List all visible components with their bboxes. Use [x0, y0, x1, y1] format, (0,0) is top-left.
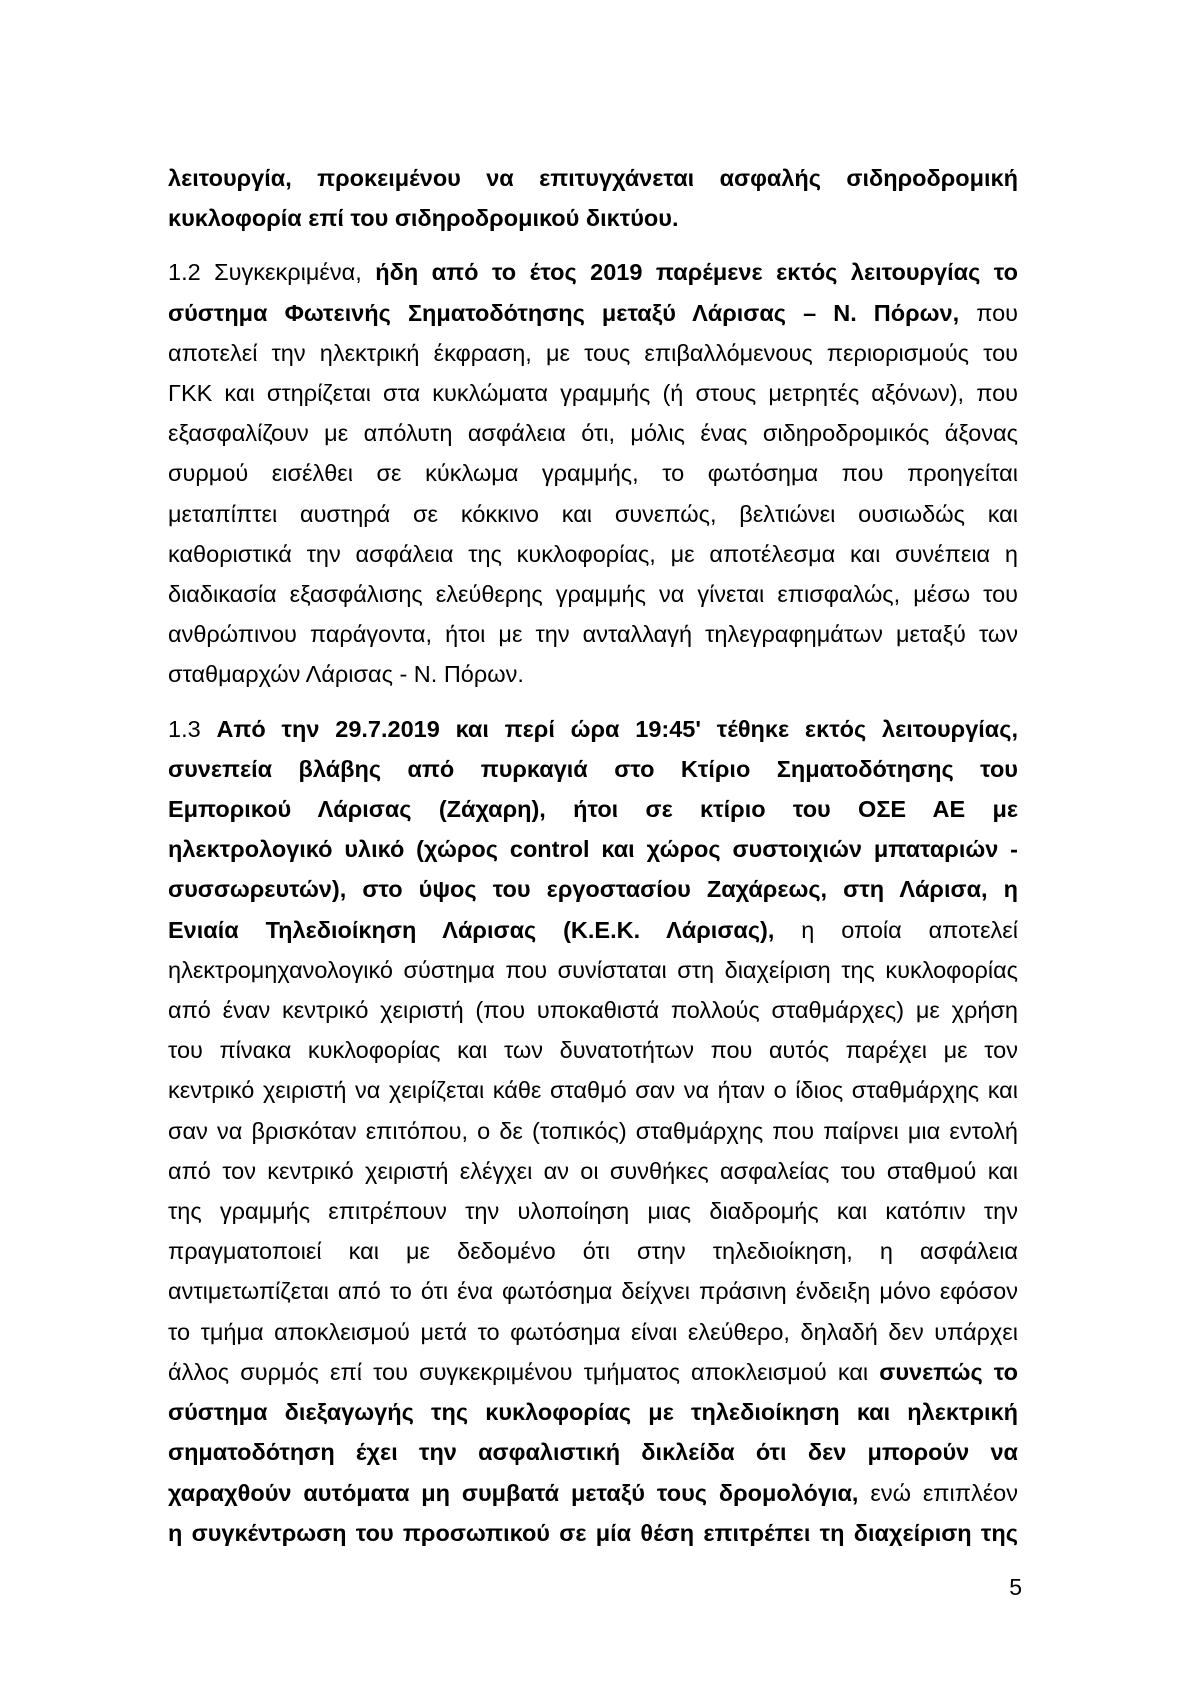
text-segment: η οποία αποτελεί — [774, 916, 1019, 943]
text-line — [168, 574, 1018, 614]
text-segment: συρμού εισέλθει σε κύκλωμα γραμμής, το φωτόσημα που προηγείται — [168, 460, 1018, 487]
text-line — [168, 829, 1018, 869]
text-segment: σύστημα διεξαγωγής της κυκλοφορίας με τηλεδιοίκηση και ηλεκτρική — [168, 1399, 1018, 1426]
text-line — [168, 1473, 1018, 1513]
text-segment: άλλος συρμός επί του συγκεκριμένου τμήματος αποκλεισμού και — [168, 1358, 880, 1385]
text-segment: πραγματοποιεί και με δεδομένο ότι στην τηλεδιοίκηση, η ασφάλεια — [168, 1238, 1018, 1265]
text-segment: συσσωρευτών), στο ύψος του εργοστασίου Ζαχάρεως, στη Λάρισα, η — [168, 876, 1018, 903]
paragraph — [168, 158, 1018, 238]
text-segment: σύστημα Φωτεινής Σηματοδότησης μεταξύ Λάρισας – Ν. Πόρων, — [168, 299, 960, 326]
text-segment: μεταπίπτει αυστηρά σε κόκκινο και συνεπώς, βελτιώνει ουσιωδώς και — [168, 500, 1018, 527]
text-segment: σηματοδότηση έχει την ασφαλιστική δικλείδα ότι δεν μπορούν να — [168, 1439, 1018, 1466]
text-line — [168, 1231, 1018, 1271]
text-line — [168, 789, 1018, 829]
text-line — [168, 293, 1018, 333]
text-segment: αντιμετωπίζεται από το ότι ένα φωτόσημα δείχνει πράσινη ένδειξη μόνο εφόσον — [168, 1278, 1018, 1305]
text-segment: Εμπορικού Λάρισας (Ζάχαρη), ήτοι σε κτίριο του ΟΣΕ ΑΕ με — [168, 796, 1018, 823]
text-segment: που — [959, 299, 1018, 326]
text-line — [168, 1352, 1018, 1392]
text-line — [168, 1070, 1018, 1110]
text-segment: από έναν κεντρικό χειριστή (που υποκαθιστά πολλούς σταθμάρχες) με χρήση — [168, 997, 1018, 1024]
text-line — [168, 950, 1018, 990]
text-segment: 1.3 — [168, 715, 217, 742]
text-line — [168, 614, 1018, 654]
text-line — [168, 1111, 1018, 1151]
text-segment: το τμήμα αποκλεισμού μετά το φωτόσημα είναι ελεύθερο, δηλαδή δεν υπάρχει — [168, 1318, 1018, 1345]
text-segment: της γραμμής επιτρέπουν την υλοποίηση μιας διαδρομής και κατόπιν την — [168, 1198, 1018, 1225]
text-segment: χαραχθούν αυτόματα μη συμβατά μεταξύ τους δρομολόγια, — [168, 1479, 859, 1506]
text-line — [168, 1151, 1018, 1191]
text-line — [168, 990, 1018, 1030]
text-line — [168, 252, 1018, 292]
text-segment: σταθμαρχών Λάρισας - Ν. Πόρων. — [168, 661, 524, 688]
text-line — [168, 709, 1018, 749]
text-line — [168, 869, 1018, 909]
text-line — [168, 910, 1018, 950]
text-line — [168, 333, 1018, 373]
text-segment: ενώ επιπλέον — [858, 1479, 1018, 1506]
text-segment: ηλεκτρομηχανολογικό σύστημα που συνίσταται στη διαχείριση της κυκλοφορίας — [168, 956, 1018, 983]
text-segment: εξασφαλίζουν με απόλυτη ασφάλεια ότι, μόλις ένας σιδηροδρομικός άξονας — [168, 420, 1018, 447]
text-segment: ήδη από το έτος 2019 παρέμενε εκτός λειτουργίας το — [375, 259, 1018, 286]
text-line — [168, 1513, 1018, 1553]
text-line — [168, 654, 1018, 694]
text-segment: του πίνακα κυκλοφορίας και των δυνατοτήτων που αυτός παρέχει με τον — [168, 1037, 1018, 1064]
page-number: 5 — [1009, 1574, 1022, 1600]
text-segment: κυκλοφορία επί του σιδηροδρομικού δικτύου. — [168, 205, 679, 232]
text-line — [168, 158, 1018, 198]
text-segment: 1.2 Συγκεκριμένα, — [168, 259, 376, 286]
text-line — [168, 534, 1018, 574]
text-segment: διαδικασία εξασφάλισης ελεύθερης γραμμής να γίνεται επισφαλώς, μέσω του — [168, 581, 1018, 608]
text-segment: κεντρικό χειριστή να χειρίζεται κάθε σταθμό σαν να ήταν ο ίδιος σταθμάρχης και — [168, 1077, 1018, 1104]
text-segment: ηλεκτρολογικό υλικό (χώρος control και χώρος συστοιχιών μπαταριών - — [168, 836, 1018, 863]
text-line — [168, 453, 1018, 493]
text-segment: από τον κεντρικό χειριστή ελέγχει αν οι συνθήκες ασφαλείας του σταθμού και — [168, 1157, 1018, 1184]
paragraph — [168, 709, 1018, 1553]
text-line — [168, 373, 1018, 413]
text-line — [168, 1392, 1018, 1432]
text-segment: σαν να βρισκόταν επιτόπου, ο δε (τοπικός) σταθμάρχης που παίρνει μια εντολή — [168, 1117, 1018, 1144]
text-segment: λειτουργία, προκειμένου να επιτυγχάνεται ασφαλής σιδηροδρομική — [168, 165, 1018, 191]
text-segment: συνεπεία βλάβης από πυρκαγιά στο Κτίριο Σηματοδότησης του — [168, 755, 1018, 782]
text-line — [168, 1191, 1018, 1231]
text-line — [168, 1271, 1018, 1311]
text-segment: Από την 29.7.2019 και περί ώρα 19:45' τέθηκε εκτός λειτουργίας, — [216, 715, 1018, 742]
paragraph — [168, 252, 1018, 694]
document-content — [168, 158, 1018, 1553]
text-line — [168, 1312, 1018, 1352]
text-segment: η συγκέντρωση του προσωπικού σε μία θέση επιτρέπει τη διαχείριση της — [168, 1519, 1018, 1546]
text-line — [168, 198, 1018, 238]
text-segment: ανθρώπινου παράγοντα, ήτοι με την ανταλλαγή τηλεγραφημάτων μεταξύ των — [168, 621, 1018, 648]
text-line — [168, 749, 1018, 789]
text-line — [168, 1432, 1018, 1472]
text-line — [168, 413, 1018, 453]
text-segment: Ενιαία Τηλεδιοίκηση Λάρισας (Κ.Ε.Κ. Λάρισας), — [168, 916, 775, 943]
text-line — [168, 1030, 1018, 1070]
text-segment: ΓΚΚ και στηρίζεται στα κυκλώματα γραμμής (ή στους μετρητές αξόνων), που — [168, 380, 1018, 407]
page-footer — [168, 1572, 1022, 1602]
text-line — [168, 494, 1018, 534]
text-segment: αποτελεί την ηλεκτρική έκφραση, με τους επιβαλλόμενους περιορισμούς του — [168, 339, 1018, 366]
text-segment: καθοριστικά την ασφάλεια της κυκλοφορίας, με αποτέλεσμα και συνέπεια η — [168, 540, 1018, 567]
text-segment: συνεπώς το — [879, 1358, 1018, 1385]
